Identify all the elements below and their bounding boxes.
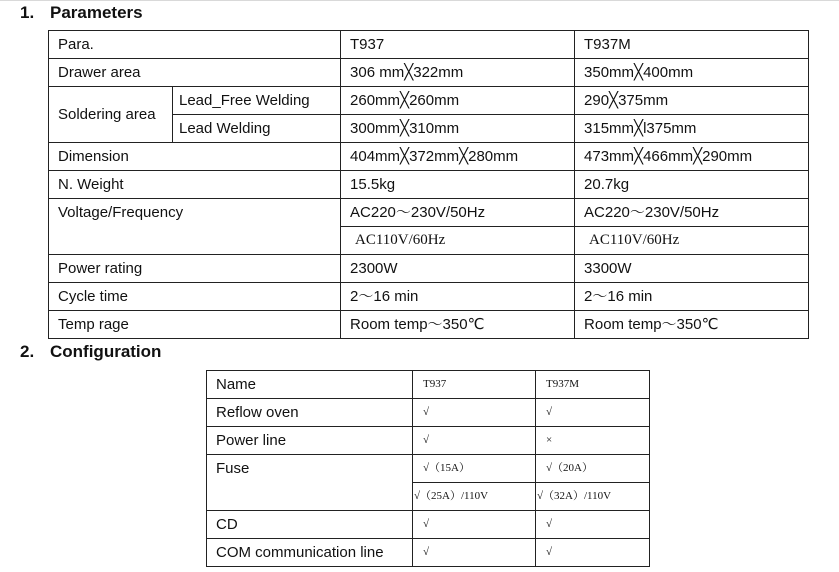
sub-row-label: Lead_Free Welding xyxy=(173,87,341,115)
table-cell: 290╳375mm xyxy=(575,87,809,115)
row-label: COM communication line xyxy=(207,539,413,567)
table-row xyxy=(49,171,809,199)
table-cell: AC110V/60Hz xyxy=(575,227,809,255)
table-cell: Room temp～350℃ xyxy=(341,311,575,339)
section-number: 2. xyxy=(20,342,35,361)
column-header-t937: T937 xyxy=(341,31,575,59)
section-number: 1. xyxy=(20,3,35,22)
row-label: Name xyxy=(207,371,413,399)
table-cell: AC220～230V/50Hz xyxy=(575,199,809,227)
table-cell: AC110V/60Hz xyxy=(341,227,575,255)
section-title: Parameters xyxy=(50,3,143,22)
column-header-t937: T937 xyxy=(413,371,536,399)
row-label: Para. xyxy=(49,31,341,59)
table-row xyxy=(49,311,809,339)
table-cell: 473mm╳466mm╳290mm xyxy=(575,143,809,171)
parameters-table xyxy=(48,30,809,339)
row-label: Soldering area xyxy=(49,87,173,143)
section-title: Configuration xyxy=(50,342,162,361)
table-row xyxy=(49,59,809,87)
table-cell: 2～16 min xyxy=(341,283,575,311)
row-label: CD xyxy=(207,511,413,539)
row-label: Power line xyxy=(207,427,413,455)
configuration-table xyxy=(206,370,650,567)
row-label: N. Weight xyxy=(49,171,341,199)
table-row xyxy=(49,143,809,171)
table-cell: 2～16 min xyxy=(575,283,809,311)
row-label: Power rating xyxy=(49,255,341,283)
table-row xyxy=(49,87,809,115)
cross-mark: × xyxy=(536,427,650,455)
table-row xyxy=(49,255,809,283)
check-mark: √ xyxy=(413,539,536,567)
table-cell: AC220～230V/50Hz xyxy=(341,199,575,227)
section-heading-configuration xyxy=(20,342,161,362)
column-header-t937m: T937M xyxy=(536,371,650,399)
table-cell: 300mm╳310mm xyxy=(341,115,575,143)
row-label: Drawer area xyxy=(49,59,341,87)
table-cell: Room temp～350℃ xyxy=(575,311,809,339)
table-cell: 3300W xyxy=(575,255,809,283)
table-row xyxy=(207,427,650,455)
table-cell: 20.7kg xyxy=(575,171,809,199)
table-row xyxy=(207,539,650,567)
table-cell: √（25A）/110V xyxy=(413,483,536,511)
table-cell: 15.5kg xyxy=(341,171,575,199)
check-mark: √ xyxy=(413,427,536,455)
table-cell: √（32A）/110V xyxy=(536,483,650,511)
table-cell: 350mm╳400mm xyxy=(575,59,809,87)
table-row xyxy=(49,199,809,227)
row-label: Reflow oven xyxy=(207,399,413,427)
section-heading-parameters xyxy=(20,3,143,23)
column-header-t937m: T937M xyxy=(575,31,809,59)
top-rule xyxy=(0,0,839,1)
row-label: Dimension xyxy=(49,143,341,171)
table-row xyxy=(207,399,650,427)
sub-row-label: Lead Welding xyxy=(173,115,341,143)
table-cell: 2300W xyxy=(341,255,575,283)
table-row xyxy=(49,283,809,311)
check-mark: √ xyxy=(536,511,650,539)
table-cell: 315mm╳l375mm xyxy=(575,115,809,143)
row-label: Temp rage xyxy=(49,311,341,339)
check-mark: √ xyxy=(413,399,536,427)
table-cell: √（20A） xyxy=(536,455,650,483)
table-row xyxy=(49,31,809,59)
table-row xyxy=(207,371,650,399)
table-cell: 260mm╳260mm xyxy=(341,87,575,115)
table-row xyxy=(207,511,650,539)
check-mark: √ xyxy=(536,399,650,427)
row-label: Fuse xyxy=(207,455,413,511)
check-mark: √ xyxy=(413,511,536,539)
table-cell: √（15A） xyxy=(413,455,536,483)
table-cell: 306 mm╳322mm xyxy=(341,59,575,87)
check-mark: √ xyxy=(536,539,650,567)
table-row xyxy=(207,455,650,483)
table-cell: 404mm╳372mm╳280mm xyxy=(341,143,575,171)
row-label: Cycle time xyxy=(49,283,341,311)
row-label: Voltage/Frequency xyxy=(49,199,341,255)
